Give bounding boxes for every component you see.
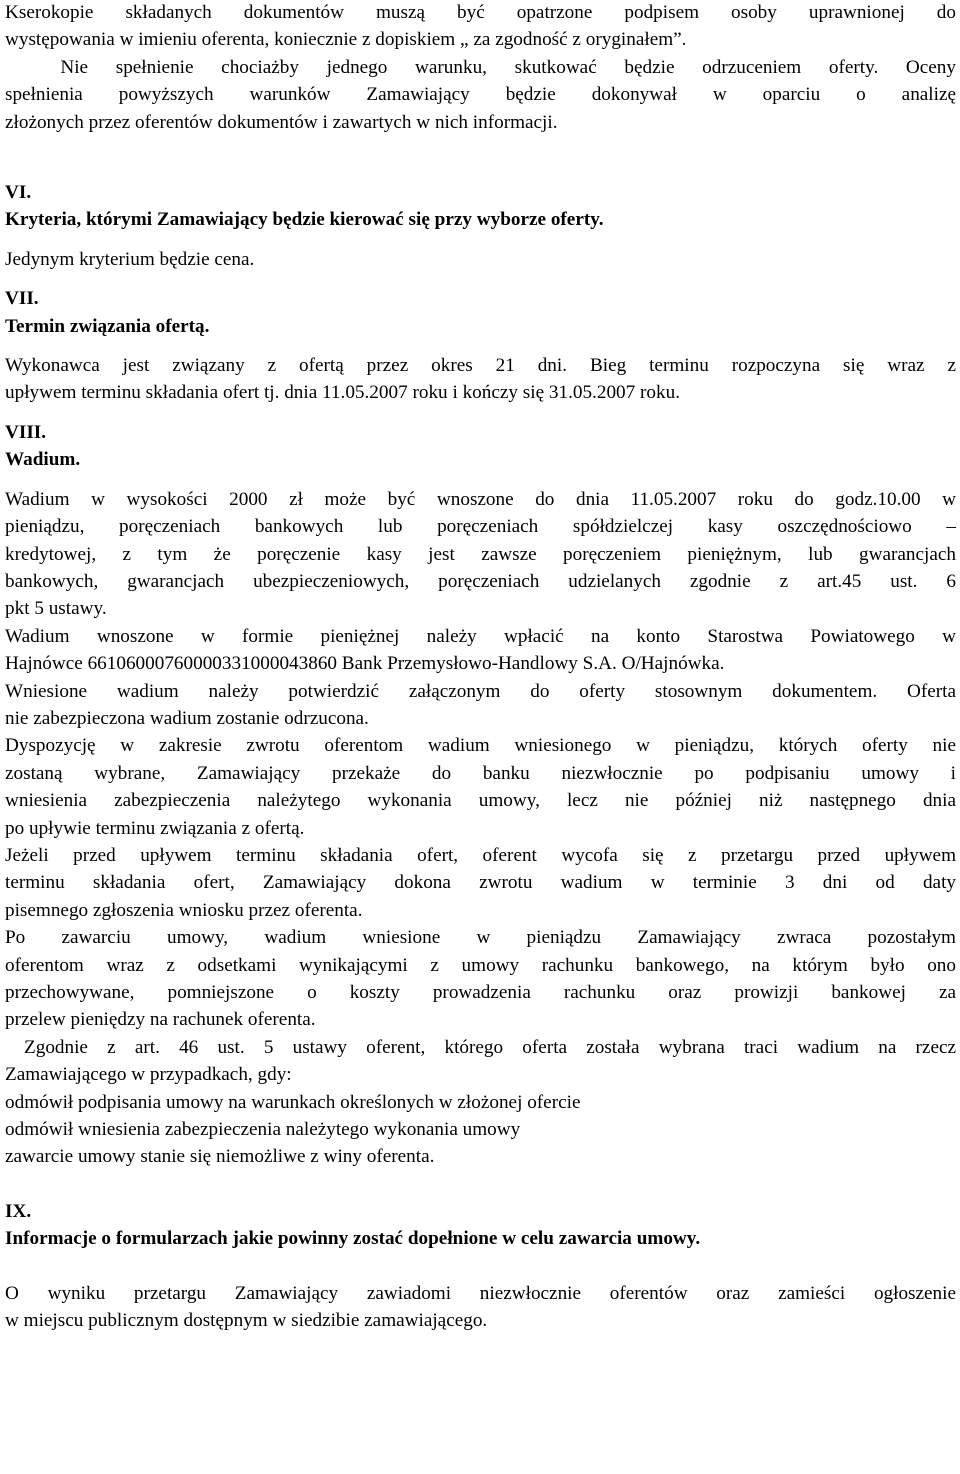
text-line: upływem terminu składania ofert tj. dnia 11.05.2007 roku i kończy się 31.05.2007 roku. (5, 382, 680, 404)
text-line: Zamawiającego w przypadkach, gdy: (5, 1064, 292, 1086)
section-ix (5, 1198, 956, 1335)
text-line: kredytowej, z tym że poręczenie kasy jest zawsze poręczeniem pieniężnym, lub gwarancjach (5, 543, 956, 565)
text-line: bankowych, gwarancjach ubezpieczeniowych, poręczeniach udzielanych zgodnie z art.45 ust. 6 (5, 570, 956, 592)
section-title: Termin związania ofertą. (5, 315, 210, 337)
text-line: przechowywane, pomniejszone o koszty prowadzenia rachunku oraz prowizji bankowej za (5, 982, 956, 1003)
text-line: w miejscu publicznym dostępnym w siedzibie zamawiającego. (5, 1310, 488, 1332)
text-line: oferentom wraz z odsetkami wynikającymi z umowy rachunku bankowego, na którym było ono (5, 954, 956, 976)
intro-paragraph (5, 0, 956, 136)
section-number: VI. (5, 182, 32, 204)
section-body: Jedynym kryterium będzie cena. (5, 248, 255, 270)
text-line: Dyspozycję w zakresie zwrotu oferentom wadium wniesionego w pieniądzu, których oferty nie (5, 735, 956, 757)
section-number: VII. (5, 288, 39, 310)
text-line: Wniesione wadium należy potwierdzić załączonym do oferty stosownym dokumentem. Oferta (5, 680, 956, 702)
text-line: Hajnówce 66106000760000331000043860 Bank Przemysłowo-Handlowy S.A. O/Hajnówka. (5, 653, 725, 675)
text-line: Wadium wnoszone w formie pieniężnej należy wpłacić na konto Starostwa Powiatowego w (5, 625, 956, 647)
document-page (5, 0, 956, 1334)
text-line: terminu składania ofert, Zamawiający dokona zwrotu wadium w terminie 3 dni od daty (5, 872, 956, 894)
text-line: zostaną wybrane, Zamawiający przekaże do banku niezwłocznie po podpisaniu umowy i (5, 762, 956, 784)
text-line: pieniądzu, poręczeniach bankowych lub poręczeniach spółdzielczej kasy oszczędnościowo – (5, 516, 956, 538)
section-viii (5, 419, 956, 1171)
text-line: wniesienia zabezpieczenia należytego wykonania umowy, lecz nie później niż następnego dnia (5, 790, 956, 812)
text-line: występowania w imieniu oferenta, koniecznie z dopiskiem „ za zgodność z oryginałem”. (5, 29, 687, 51)
section-body (5, 486, 956, 1171)
list-item: zawarcie umowy stanie się niemożliwe z winy oferenta. (5, 1146, 435, 1168)
section-title: Kryteria, którymi Zamawiający będzie kierować się przy wyborze oferty. (5, 209, 604, 231)
list-item: odmówił podpisania umowy na warunkach określonych w złożonej ofercie (5, 1091, 581, 1113)
text-line: przelew pieniędzy na rachunek oferenta. (5, 1009, 316, 1031)
text-line: Jeżeli przed upływem terminu składania ofert, oferent wycofa się z przetargu przed upływem (5, 844, 956, 866)
section-number: IX. (5, 1200, 32, 1222)
text-line: O wyniku przetargu Zamawiający zawiadomi niezwłocznie oferentów oraz zamieści ogłoszenie (5, 1282, 956, 1304)
text-line: pisemnego zgłoszenia wniosku przez oferenta. (5, 899, 363, 921)
text-line: spełnienia powyższych warunków Zamawiający będzie dokonywał w oparciu o analizę (5, 84, 956, 106)
text-line: Nie spełnienie chociażby jednego warunku, skutkować będzie odrzuceniem oferty. Oceny (5, 56, 956, 78)
section-title: Wadium. (5, 449, 81, 471)
text-line: złożonych przez oferentów dokumentów i zawartych w nich informacji. (5, 111, 558, 133)
section-vii (5, 285, 956, 407)
text-line: Kserokopie składanych dokumentów muszą być opatrzone podpisem osoby uprawnionej do (5, 2, 956, 23)
section-number: VIII. (5, 421, 47, 443)
text-line: Wadium w wysokości 2000 zł może być wnoszone do dnia 11.05.2007 roku do godz.10.00 w (5, 488, 956, 510)
list-item: odmówił wniesienia zabezpieczenia należytego wykonania umowy (5, 1119, 521, 1141)
section-vi (5, 179, 956, 273)
text-line: Wykonawca jest związany z ofertą przez okres 21 dni. Bieg terminu rozpoczyna się wraz z (5, 355, 956, 377)
text-line: nie zabezpieczona wadium zostanie odrzucona. (5, 707, 369, 729)
text-line: Po zawarciu umowy, wadium wniesione w pieniądzu Zamawiający zwraca pozostałym (5, 927, 956, 949)
text-line: Zgodnie z art. 46 ust. 5 ustawy oferent, którego oferta została wybrana traci wadium na rzecz (24, 1036, 956, 1058)
section-title: Informacje o formularzach jakie powinny zostać dopełnione w celu zawarcia umowy. (5, 1228, 701, 1250)
text-line: pkt 5 ustawy. (5, 598, 107, 620)
text-line: po upływie terminu związania z ofertą. (5, 817, 305, 839)
